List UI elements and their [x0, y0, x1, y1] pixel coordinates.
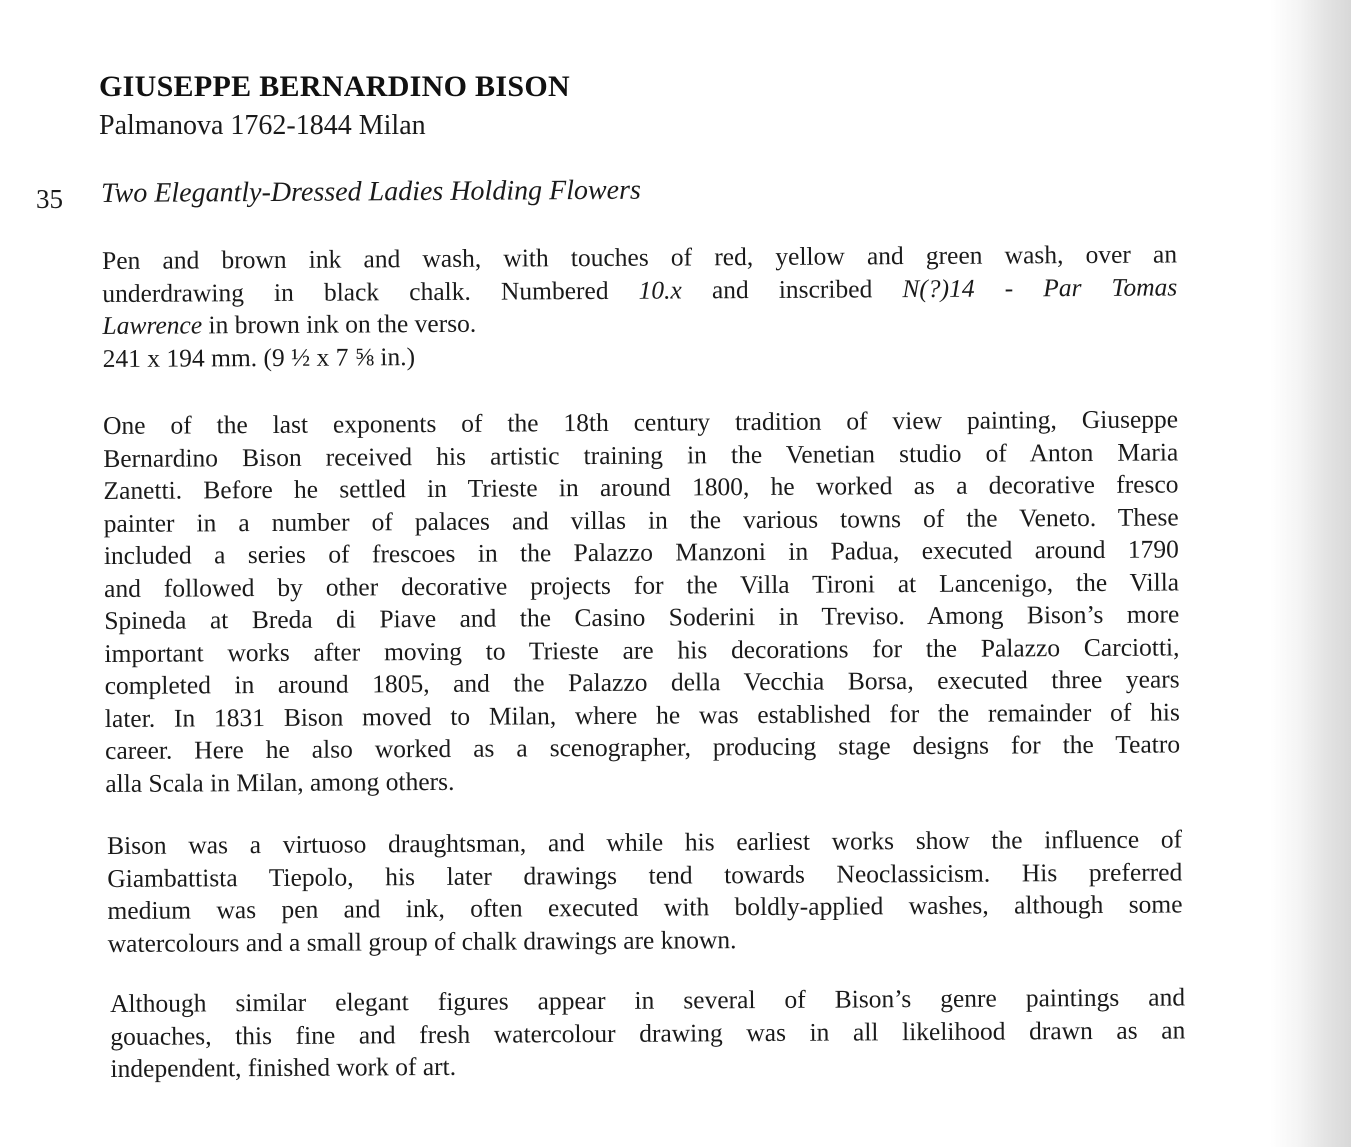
paragraph-line: Bernardino Bison received his artistic training in the Venetian studio of Anton Maria: [103, 436, 1179, 473]
paragraph-line: gouaches, this fine and fresh watercolour drawing was in all likelihood drawn as an: [110, 1014, 1186, 1051]
paragraph-line: painter in a number of palaces and villas in the various towns of the Veneto. These: [103, 501, 1179, 538]
description-line: underdrawing in black chalk. Numbered 10.x and inscribed N(?)14 - Par Tomas: [102, 271, 1178, 308]
paragraph-line: Giambattista Tiepolo, his later drawings tend towards Neoclassicism. His preferred: [107, 856, 1183, 893]
paragraph-line: medium was pen and ink, often executed with boldly-applied washes, although some: [107, 889, 1183, 925]
paragraph-line: included a series of frescoes in the Palazzo Manzoni in Padua, executed around 1790: [103, 534, 1179, 570]
paragraph-line: watercolours and a small group of chalk drawings are known.: [107, 924, 737, 958]
paragraph-line: important works after moving to Trieste are his decorations for the Palazzo Carciotti,: [104, 631, 1180, 668]
dimensions: 241 x 194 mm. (9 ½ x 7 ⅝ in.): [102, 341, 416, 373]
work-title: Two Elegantly-Dressed Ladies Holding Flowers: [101, 174, 641, 209]
inscription-number: 10.x: [638, 274, 682, 305]
paragraph-line: completed in around 1805, and the Palazzo della Vecchia Borsa, executed three years: [104, 664, 1180, 700]
paragraph-line: and followed by other decorative projects for the Villa Tironi at Lancenigo, the Villa: [103, 566, 1180, 603]
catalogue-number: 35: [36, 184, 63, 214]
paragraph-line: Zanetti. Before he settled in Trieste in around 1800, he worked as a decorative fresco: [103, 469, 1179, 505]
inscription-text: N(?)14 - Par Tomas: [902, 271, 1178, 303]
paragraph-line: Spineda at Breda di Piave and the Casino Soderini in Treviso. Among Bison’s more: [104, 599, 1180, 635]
paragraph-draughtsmanship: [107, 823, 1183, 960]
technical-description: [102, 238, 1178, 375]
paragraph-line: later. In 1831 Bison moved to Milan, where he was established for the remainder of his: [104, 696, 1180, 733]
paragraph-line: Bison was a virtuoso draughtsman, and while his earliest works show the influence of: [107, 824, 1183, 860]
paragraph-line: Although similar elegant figures appear in several of Bison’s genre paintings and: [110, 982, 1186, 1018]
paragraph-biography: [103, 403, 1180, 800]
description-line: Lawrence in brown ink on the verso.: [102, 308, 477, 340]
description-line: Pen and brown ink and wash, with touches of red, yellow and green wash, over an: [102, 239, 1178, 275]
artist-dates: Palmanova 1762-1844 Milan: [99, 110, 426, 141]
paragraph-line: alla Scala in Milan, among others.: [105, 766, 455, 798]
paragraph-line: One of the last exponents of the 18th century tradition of view painting, Giuseppe: [103, 404, 1179, 440]
paragraph-line: career. Here he also worked as a scenographer, producing stage designs for the Teatro: [104, 729, 1181, 765]
paragraph-conclusion: [110, 981, 1186, 1085]
paragraph-line: independent, finished work of art.: [110, 1051, 457, 1083]
artist-name: GIUSEPPE BERNARDINO BISON: [99, 70, 570, 103]
inscription-text-cont: Lawrence: [102, 310, 203, 340]
